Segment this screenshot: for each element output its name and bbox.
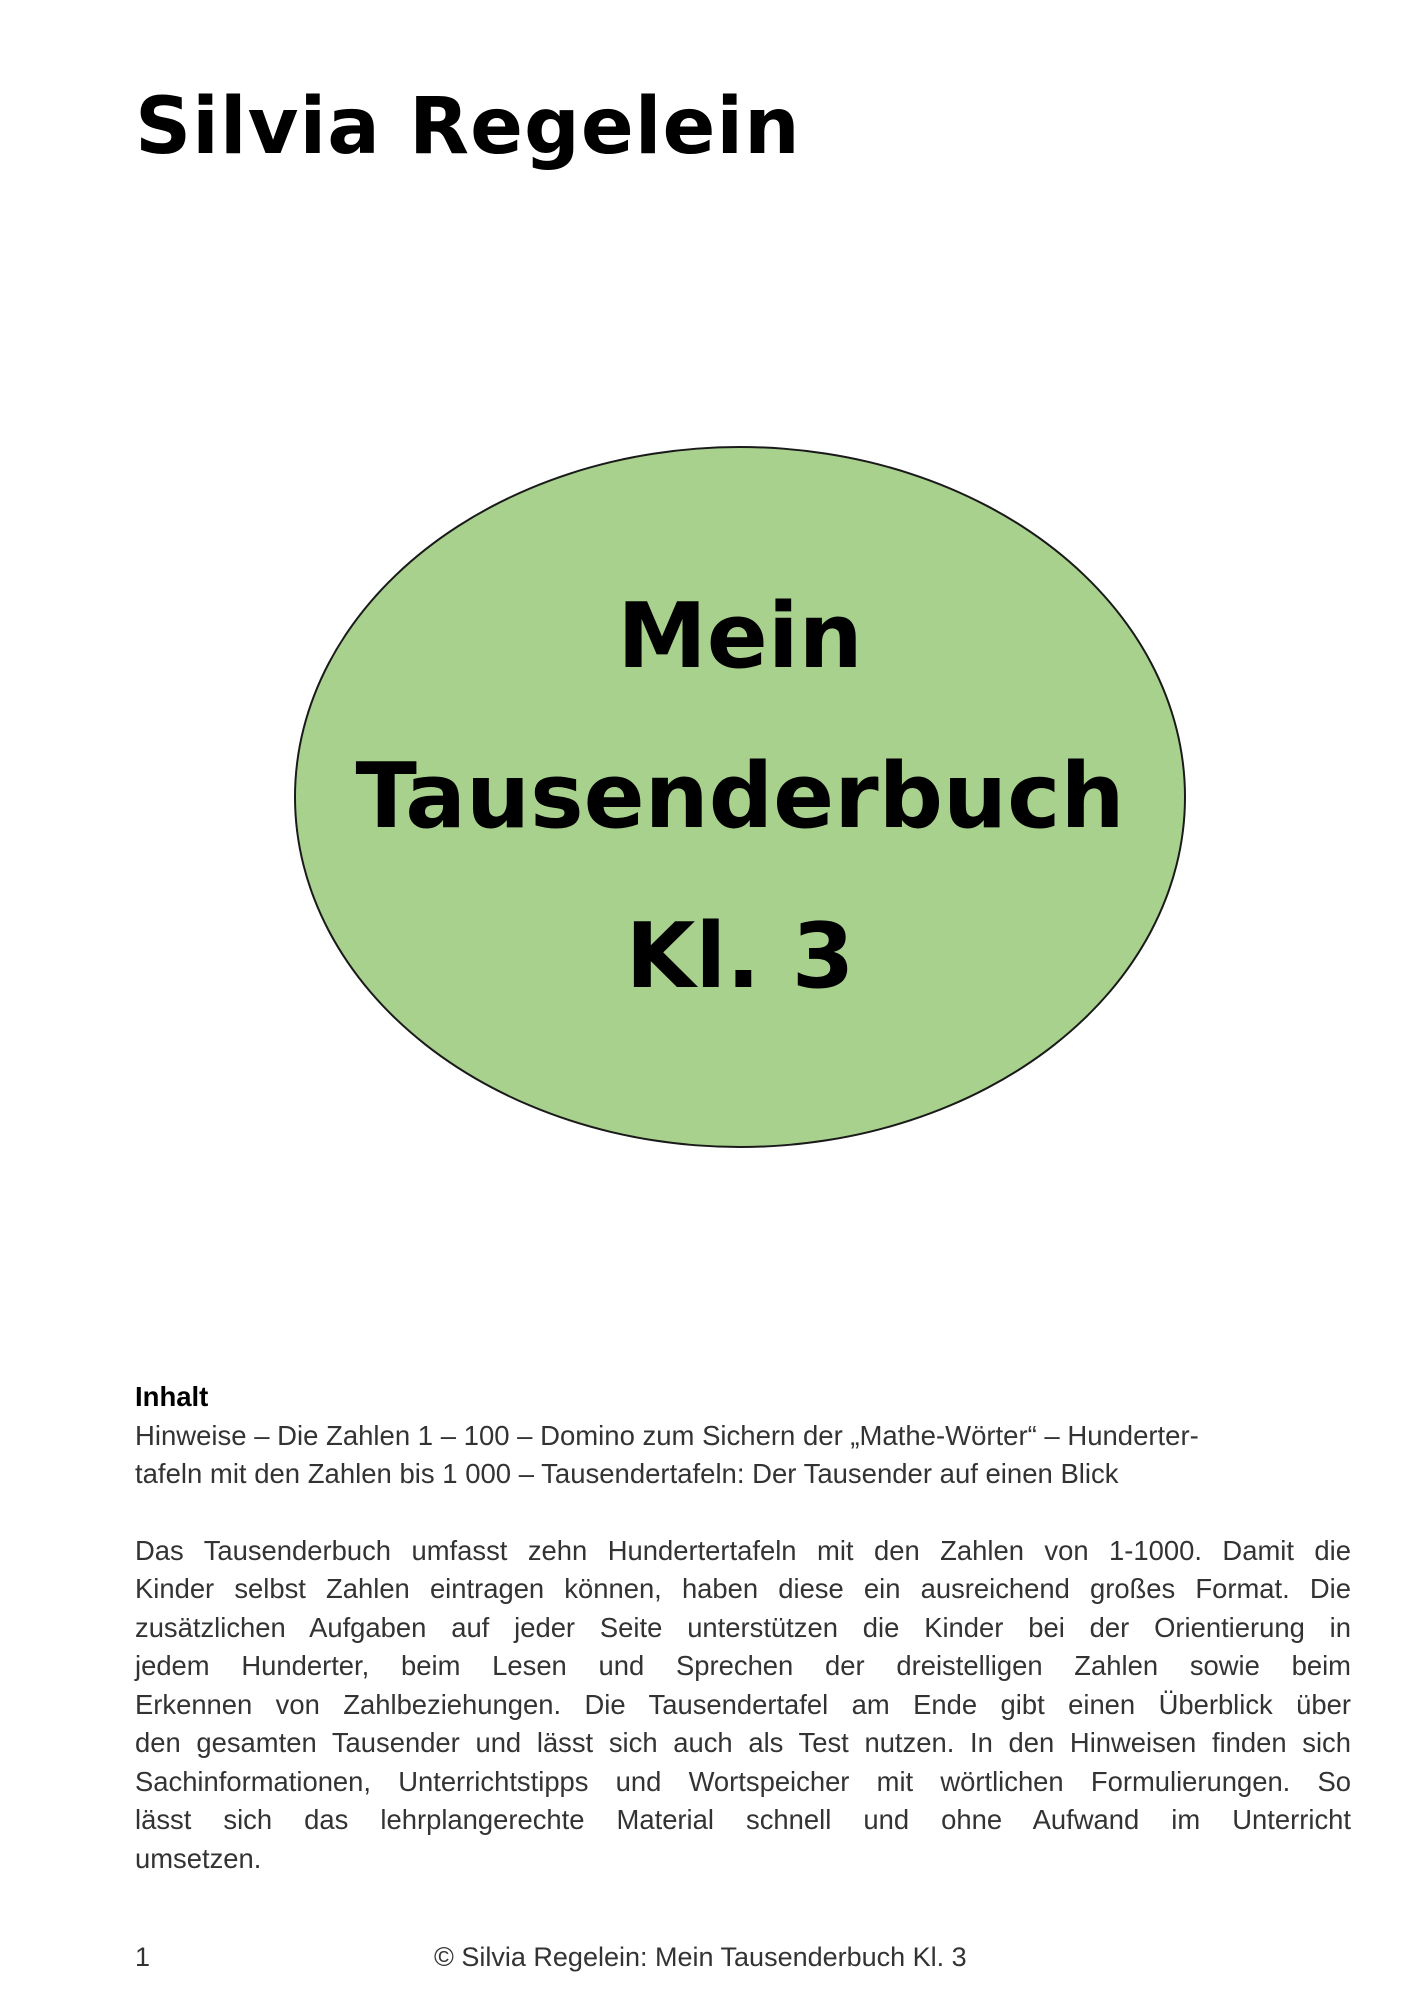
description-line-8: lässt sich das lehrplangerechte Material schnell und ohne Aufwand im Unterricht [135, 1804, 1351, 1835]
content-section [135, 1378, 1351, 1878]
contents-line-2: tafeln mit den Zahlen bis 1 000 – Tausendertafeln: Der Tausender auf einen Blick [135, 1458, 1119, 1489]
contents-line-1: Hinweise – Die Zahlen 1 – 100 – Domino zum Sichern der „Mathe-Wörter“ – Hunderter- [135, 1419, 1199, 1451]
description-line-9: umsetzen. [135, 1842, 262, 1874]
footer-copyright: © Silvia Regelein: Mein Tausenderbuch Kl. 3 [434, 1942, 967, 1972]
description-line-3: zusätzlichen Aufgaben auf jeder Seite unterstützen die Kinder bei der Orientierung in [135, 1611, 1351, 1643]
description-paragraph [135, 1532, 1351, 1879]
description-line-5: Erkennen von Zahlbeziehungen. Die Tausendertafel am Ende gibt einen Überblick über [135, 1688, 1351, 1720]
description-line-6: den gesamten Tausender und lässt sich auch als Test nutzen. In den Hinweisen finden sich [135, 1727, 1351, 1758]
page-number: 1 [135, 1942, 151, 1972]
cover-title-line-1: Mein [617, 584, 863, 689]
author-name: Silvia Regelein [135, 82, 801, 172]
cover-title-line-3: Kl. 3 [625, 904, 855, 1009]
contents-heading: Inhalt [135, 1381, 209, 1412]
contents-list [135, 1417, 1351, 1494]
description-line-1: Das Tausenderbuch umfasst zehn Hundertertafeln mit den Zahlen von 1-1000. Damit die [135, 1534, 1351, 1566]
description-line-4: jedem Hunderter, beim Lesen und Sprechen der dreistelligen Zahlen sowie beim [135, 1650, 1351, 1681]
description-line-2: Kinder selbst Zahlen eintragen können, haben diese ein ausreichend großes Format. Die [135, 1573, 1351, 1604]
cover-title-ellipse [294, 446, 1186, 1148]
description-line-7: Sachinformationen, Unterrichtstipps und Wortspeicher mit wörtlichen Formulierungen. So [135, 1765, 1351, 1797]
cover-title-line-2: Tausenderbuch [355, 744, 1125, 849]
